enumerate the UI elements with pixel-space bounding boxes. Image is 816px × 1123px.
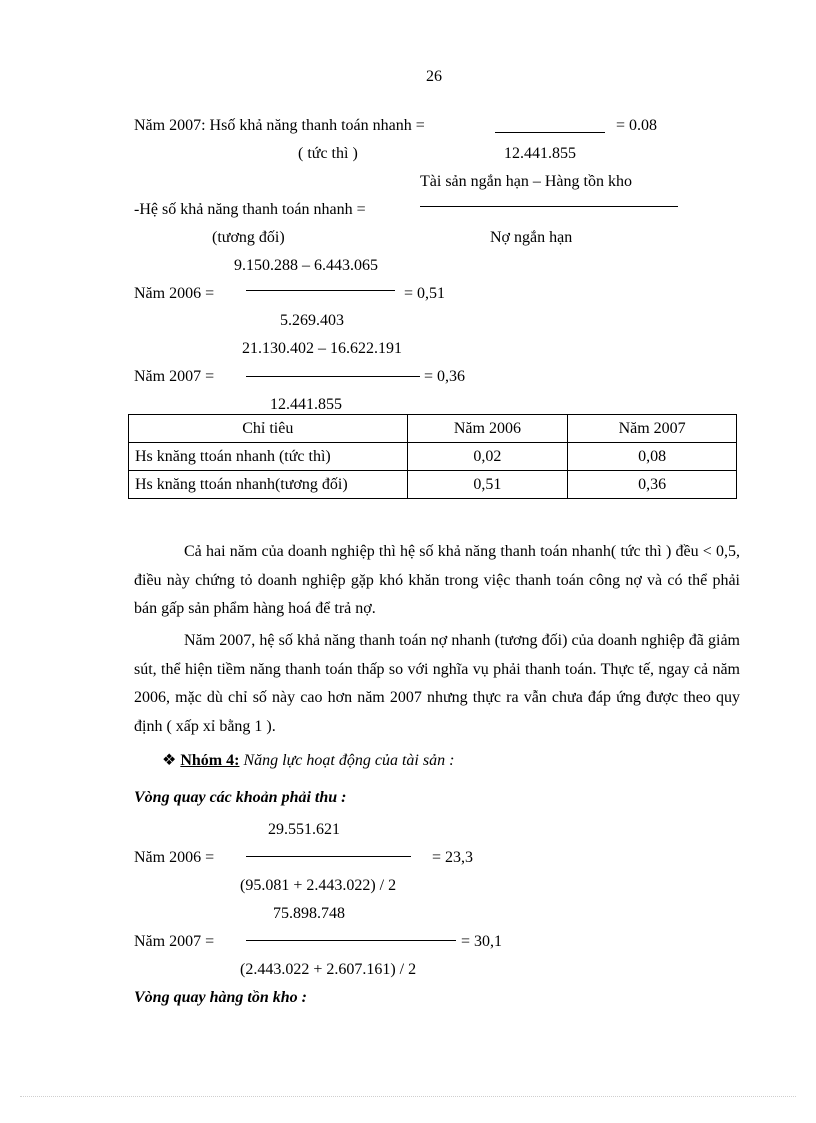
- formula-denominator: 5.269.403: [280, 312, 344, 329]
- fraction-bar: [246, 856, 411, 857]
- formula-lhs: -Hệ số khả năng thanh toán nhanh =: [134, 201, 366, 218]
- formula-result: = 30,1: [461, 933, 503, 950]
- group-heading: [162, 753, 454, 769]
- formula-lhs: Năm 2006 =: [134, 285, 215, 302]
- table-row: [129, 443, 737, 471]
- table-row: [129, 471, 737, 499]
- table-cell: 0,51: [407, 471, 568, 499]
- table-cell: 0,02: [407, 443, 568, 471]
- formula-lhs: Năm 2007: Hsố khả năng thanh toán nhanh =: [134, 117, 425, 134]
- formula-denominator: (95.081 + 2.443.022) / 2: [240, 877, 397, 894]
- fraction-bar: [495, 132, 605, 133]
- page-bottom-rule: [20, 1096, 796, 1097]
- table-cell: 0,36: [568, 471, 737, 499]
- fraction-bar: [246, 940, 456, 941]
- formula-numerator: 9.150.288 – 6.443.065: [234, 257, 378, 274]
- fraction-bar: [420, 206, 678, 207]
- group-label: Nhóm 4:: [180, 752, 240, 769]
- formula-result: = 0,51: [404, 285, 446, 302]
- formula-numerator: 75.898.748: [273, 905, 345, 922]
- formula-numerator: 21.130.402 – 16.622.191: [242, 340, 402, 357]
- table-header-cell: Năm 2007: [568, 415, 737, 443]
- formula-lhs: Năm 2007 =: [134, 368, 215, 385]
- formula-numerator: 29.551.621: [268, 821, 340, 838]
- formula-numerator: Tài sản ngắn hạn – Hàng tồn kho: [420, 173, 632, 190]
- formula-denominator: 12.441.855: [504, 145, 576, 162]
- formula-result: = 0.08: [616, 117, 658, 134]
- page-number: 26: [426, 68, 442, 85]
- formula-lhs: Năm 2007 =: [134, 933, 215, 950]
- table-header-cell: Chỉ tiêu: [129, 415, 408, 443]
- formula-denominator: (2.443.022 + 2.607.161) / 2: [240, 961, 417, 978]
- formula-subtitle: (tương đối): [212, 229, 285, 246]
- formula-subtitle: ( tức thì ): [298, 145, 358, 162]
- formula-result: = 23,3: [432, 849, 474, 866]
- group-title: Năng lực hoạt động của tài sản :: [243, 752, 455, 769]
- table-cell: Hs knăng ttoán nhanh(tương đối): [129, 471, 408, 499]
- formula-result: = 0,36: [424, 368, 466, 385]
- diamond-bullet-icon: ❖: [162, 752, 177, 769]
- formula-denominator: 12.441.855: [270, 396, 342, 413]
- table-cell: 0,08: [568, 443, 737, 471]
- fraction-bar: [246, 376, 420, 377]
- formula-lhs: Năm 2006 =: [134, 849, 215, 866]
- inventory-heading: Vòng quay hàng tồn kho :: [134, 989, 307, 1006]
- quick-ratio-table: [128, 414, 737, 499]
- paragraph-2: Năm 2007, hệ số khả năng thanh toán nợ nhanh (tương đối) của doanh nghiệp đã giảm sút, thể hiện tiềm năng thanh toán thấp so với nghĩa vụ phải thanh toán. Thực tế, ngay cả năm 2006, mặc dù chỉ số này cao hơn năm 2007 nhưng thực ra vẫn chưa đáp ứng được theo quy định ( xấp xỉ bằng 1 ).: [134, 632, 740, 735]
- fraction-bar: [246, 290, 395, 291]
- table-header-row: [129, 415, 737, 443]
- table-cell: Hs knăng ttoán nhanh (tức thì): [129, 443, 408, 471]
- receivables-heading: Vòng quay các khoản phải thu :: [134, 789, 347, 806]
- formula-denominator: Nợ ngắn hạn: [490, 229, 573, 246]
- table-header-cell: Năm 2006: [407, 415, 568, 443]
- paragraph-1: Cả hai năm của doanh nghiệp thì hệ số khả năng thanh toán nhanh( tức thì ) đều < 0,5, điều này chứng tỏ doanh nghiệp gặp khó khăn trong việc thanh toán công nợ và có thể phải bán gấp sản phẩm hàng hoá để trả nợ.: [134, 543, 740, 617]
